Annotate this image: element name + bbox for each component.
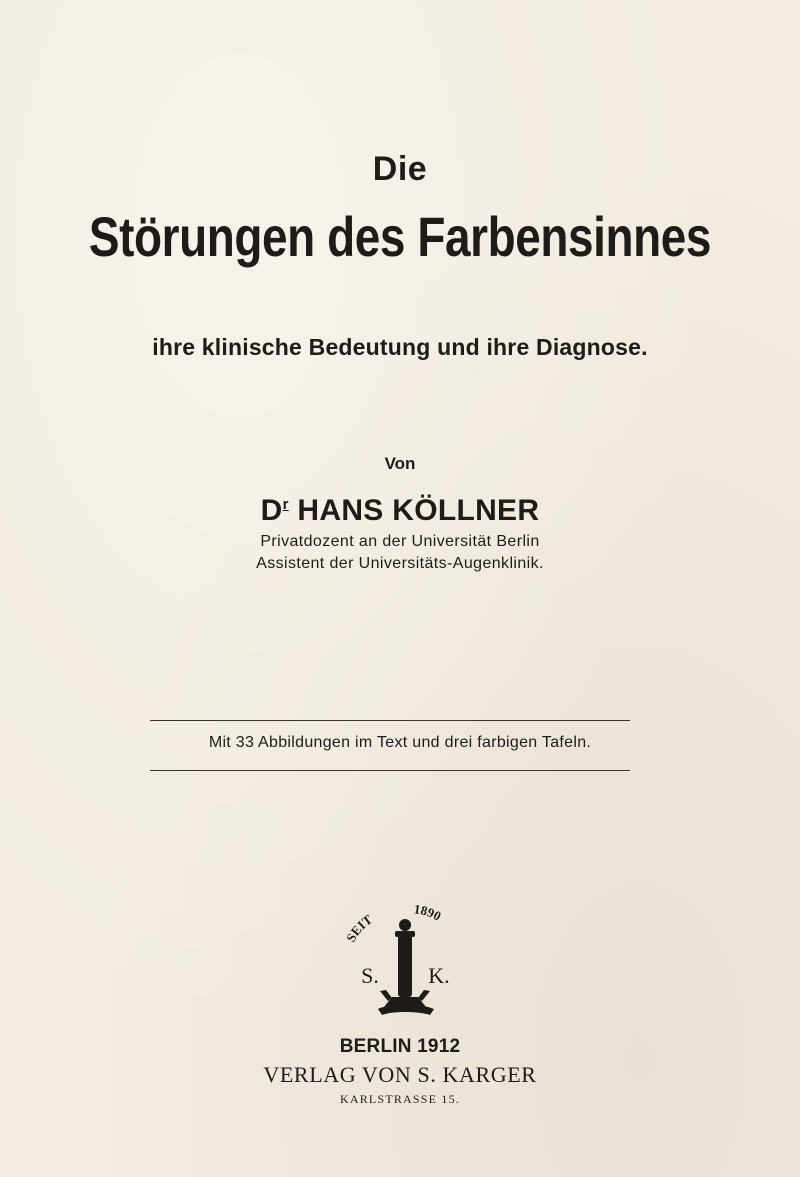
author-line [0,494,800,528]
imprint-place-year: BERLIN 1912 [339,1036,461,1057]
emblem-motto-right: 1890 [413,905,444,924]
imprint-publisher: VERLAG VON S. KARGER [263,1062,537,1087]
emblem-initial-right: K. [428,963,450,988]
dr-prefix: D [260,494,283,527]
divider-bottom [150,770,630,771]
publisher-emblem-icon [340,905,470,1030]
illustrations-note: Mit 33 Abbildungen im Text und drei farbigen Tafeln. [208,734,592,751]
byline-von: Von [384,454,416,473]
affiliation-1: Privatdozent an der Universität Berlin [260,533,540,550]
book-subtitle: ihre klinische Bedeutung und ihre Diagnose. [152,334,648,360]
emblem-figure-icon [378,919,434,1015]
dr-superscript: r [282,496,289,513]
emblem-motto-left: SEIT [342,911,375,945]
emblem-initial-left: S. [361,963,379,988]
author-name: HANS KÖLLNER [297,494,540,527]
divider-top [150,720,630,721]
title-article: Die [372,150,428,188]
imprint-address: KARLSTRASSE 15. [339,1092,461,1106]
book-title: Störungen des Farbensinnes [88,205,712,268]
affiliation-2: Assistent der Universitäts-Augenklinik. [256,555,544,572]
